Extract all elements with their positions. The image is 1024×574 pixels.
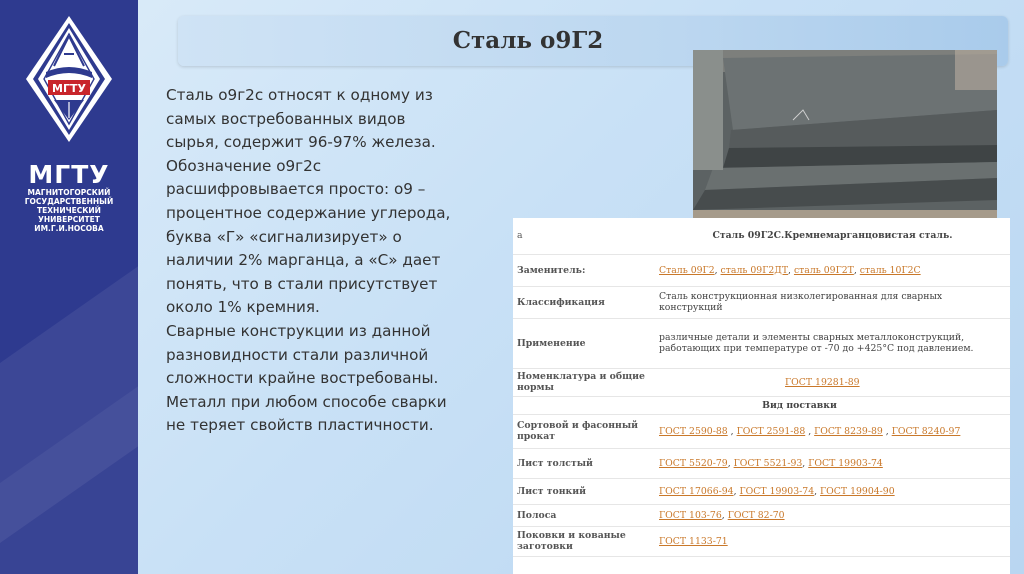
body-text-line: понять, что в стали присутствует — [166, 274, 438, 293]
table-label: Лист толстый — [513, 448, 655, 478]
table-label: Лист тонкий — [513, 478, 655, 504]
table-row — [513, 448, 1010, 478]
table-label: а — [513, 218, 655, 254]
brand-sub-line: ГОСУДАРСТВЕННЫЙ — [24, 197, 114, 206]
university-logo — [24, 14, 114, 144]
substitute-link[interactable]: сталь 09Г2ДТ — [720, 264, 789, 276]
body-text-line: около 1% кремния. — [166, 298, 320, 317]
body-text-line: самых востребованных видов — [166, 109, 406, 128]
substitute-link[interactable]: Сталь 09Г2 — [659, 264, 715, 276]
brand-sub-line: УНИВЕРСИТЕТ — [38, 215, 100, 224]
body-text-line: Обозначение о9г2с — [166, 156, 322, 175]
table-row — [513, 218, 1010, 254]
body-text-line: сырья, содержит 96-97% железа. — [166, 133, 436, 152]
gost-link[interactable]: ГОСТ 5521-93 — [733, 457, 803, 469]
table-title: Сталь 09Г2С.Кремнемарганцовистая сталь. — [655, 218, 1010, 254]
table-row — [513, 368, 1010, 396]
table-label: Полоса — [513, 504, 655, 526]
table-row — [513, 526, 1010, 556]
table-value: различные детали и элементы сварных металлоконструкций, работающих при температуре от -70 до +425°С под давлением. — [655, 318, 1010, 368]
body-text — [166, 84, 511, 438]
table-value: ГОСТ 103-76, ГОСТ 82-70 — [655, 504, 1010, 526]
brand-sub-line: МАГНИТОГОРСКИЙ — [27, 188, 111, 197]
sidebar — [0, 0, 138, 574]
table-row — [513, 396, 1010, 414]
brand-name: МГТУ — [28, 160, 110, 189]
brand-subtitle — [0, 188, 138, 233]
table-value: ГОСТ 2590-88 , ГОСТ 2591-88 , ГОСТ 8239-89 , ГОСТ 8240-97 — [655, 414, 1010, 448]
table-label: Сортовой и фасонный прокат — [513, 414, 655, 448]
gost-link[interactable]: ГОСТ 2590-88 — [659, 425, 728, 437]
table-value — [655, 526, 1010, 556]
body-text-line: Металл при любом способе сварки — [166, 392, 447, 411]
gost-link[interactable]: ГОСТ 8239-89 — [814, 425, 883, 437]
table-row — [513, 254, 1010, 286]
table-value: ГОСТ 5520-79, ГОСТ 5521-93, ГОСТ 19903-74 — [655, 448, 1010, 478]
gost-link[interactable]: ГОСТ 19903-74 — [739, 485, 815, 497]
table-label: Номенклатура и общие нормы — [513, 368, 655, 396]
table-row — [513, 504, 1010, 526]
substitute-link[interactable]: сталь 09Г2Т — [793, 264, 854, 276]
table-row — [513, 286, 1010, 318]
logo-text: МГТУ — [52, 82, 86, 95]
table-row — [513, 414, 1010, 448]
table-label: Классификация — [513, 286, 655, 318]
table-row — [513, 318, 1010, 368]
table-label: Заменитель: — [513, 254, 655, 286]
steel-spec-table — [513, 218, 1010, 574]
gost-link[interactable]: ГОСТ 19281-89 — [785, 376, 860, 388]
brand-sub-line: ИМ.Г.И.НОСОВА — [34, 224, 104, 233]
gost-link[interactable]: ГОСТ 19904-90 — [820, 485, 895, 497]
body-text-line: процентное содержание углерода, — [166, 203, 451, 222]
table-label: Применение — [513, 318, 655, 368]
body-text-line: Сварные конструкции из данной — [166, 321, 431, 340]
body-text-line: сложности крайне востребованы. — [166, 369, 439, 388]
body-text-line: не теряет свойств пластичности. — [166, 416, 434, 435]
body-text-line: буква «Г» «сигнализирует» о — [166, 227, 402, 246]
table-label: Поковки и кованые заготовки — [513, 526, 655, 556]
substitute-link[interactable]: сталь 10Г2С — [859, 264, 921, 276]
table-row — [513, 478, 1010, 504]
gost-link[interactable]: ГОСТ 5520-79 — [659, 457, 728, 469]
gost-link[interactable]: ГОСТ 1133-71 — [659, 535, 728, 547]
table-value: ГОСТ 17066-94, ГОСТ 19903-74, ГОСТ 19904-90 — [655, 478, 1010, 504]
body-text-line: разновидности стали различной — [166, 345, 429, 364]
gost-link[interactable]: ГОСТ 8240-97 — [891, 425, 961, 437]
gost-link[interactable]: ГОСТ 82-70 — [727, 509, 785, 521]
body-text-line: расшифровывается просто: о9 – — [166, 180, 426, 199]
gost-link[interactable]: ГОСТ 17066-94 — [659, 485, 734, 497]
gost-link[interactable]: ГОСТ 103-76 — [659, 509, 722, 521]
slide-title: Сталь о9Г2 — [452, 27, 604, 54]
brand-sub-line: ТЕХНИЧЕСКИЙ — [37, 206, 101, 215]
table-value: Сталь конструкционная низколегированная для сварных конструкций — [655, 286, 1010, 318]
body-text-line: наличии 2% марганца, а «С» дает — [166, 251, 441, 270]
gost-link[interactable]: ГОСТ 2591-88 — [736, 425, 806, 437]
table-value: Сталь 09Г2, сталь 09Г2ДТ, сталь 09Г2Т, сталь 10Г2С — [655, 254, 1010, 286]
steel-sheets-photo — [693, 50, 997, 220]
table-value — [655, 368, 1010, 396]
body-text-line: Сталь о9г2с относят к одному из — [166, 86, 433, 104]
supply-type-header: Вид поставки — [513, 396, 1010, 414]
gost-link[interactable]: ГОСТ 19903-74 — [808, 457, 883, 469]
